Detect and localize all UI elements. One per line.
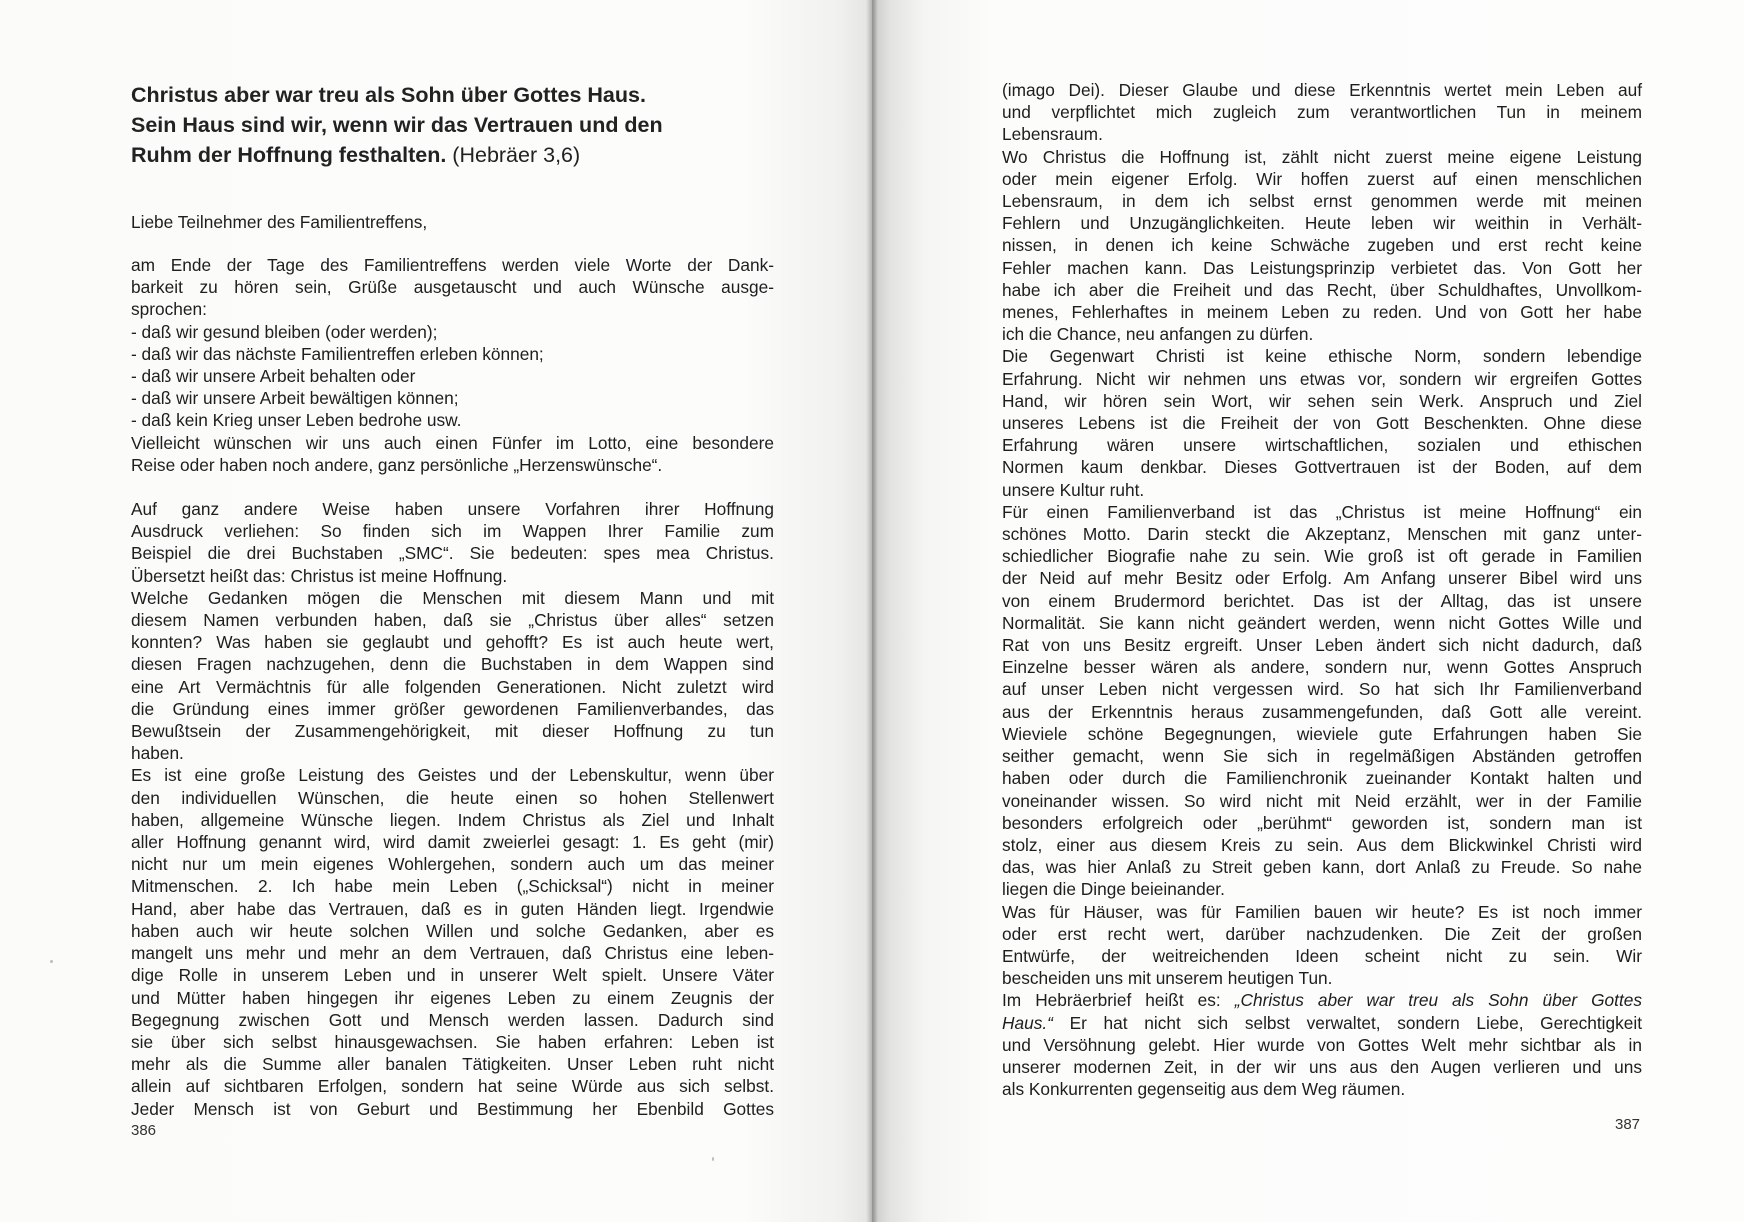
paragraph-ancestors: [131, 498, 774, 1120]
text-line: diesem Namen verbunden haben, daß sie „Christus über alles“ setzen: [131, 610, 774, 631]
list-item: - daß wir das nächste Familientreffen erleben können;: [131, 343, 544, 364]
text-line: oder mein eigener Erfolg. Wir hoffen zuerst auf einen menschlichen: [1002, 168, 1642, 189]
text-line: Normalität. Sie kann nicht geändert werden, wenn nicht Gottes Wille und: [1002, 612, 1642, 633]
text-line: mangelt uns mehr und mehr an dem Vertrauen, daß Christus eine leben-: [131, 943, 774, 964]
heading-line: Ruhm der Hoffnung festhalten.: [131, 143, 447, 167]
text-line: Wo Christus die Hoffnung ist, zählt nicht zuerst meine eigene Leistung: [1002, 146, 1642, 167]
text-line: Fehlern und Unzugänglichkeiten. Heute leben wir weithin in Verhält-: [1002, 213, 1642, 234]
quote-line: [1002, 1012, 1642, 1034]
page-number-left: 386: [131, 1122, 157, 1139]
text-line: und Versöhnung gelebt. Hier wurde von Gottes Welt mehr sichtbar als in: [1002, 1034, 1642, 1055]
text-line: haben.: [131, 743, 184, 764]
text-line: die Gründung eines immer größer gewordenen Familienverbandes, das: [131, 698, 774, 719]
text-line: am Ende der Tage des Familientreffens werden viele Worte der Dank-: [131, 255, 774, 275]
text-line: sie über sich selbst hinausgewachsen. Sie haben erfahren: Leben ist: [131, 1031, 774, 1052]
verse-reference: (Hebräer 3,6): [446, 143, 581, 167]
text-line: und verpflichtet mich zugleich zum verantwortlichen Tun in meinem: [1002, 102, 1642, 123]
list-item: - daß wir unsere Arbeit behalten oder: [131, 366, 416, 387]
text-line: Lebensraum, in dem ich selbst ernst genommen werde mit meinen: [1002, 191, 1642, 212]
text-line: ich die Chance, neu anfangen zu dürfen.: [1002, 324, 1314, 345]
text-line: bescheiden uns mit unserem heutigen Tun.: [1002, 968, 1333, 989]
text-line: dige Rolle in unserem Leben und in unserer Welt spielt. Unsere Väter: [131, 965, 774, 986]
text-line: mehr als die Summe aller banalen Tätigkeiten. Unser Leben ruht nicht: [131, 1054, 774, 1075]
quote-after: Er hat nicht sich selbst verwaltet, sondern Liebe, Gerechtigkeit: [1052, 1012, 1642, 1033]
text-line: aus der Erkenntnis heraus zusammengefunden, daß Gott alle vereint.: [1002, 701, 1642, 722]
text-line: Was für Häuser, was für Familien bauen wir heute? Es ist noch immer: [1002, 901, 1642, 922]
text-line: allein auf sichtbaren Erfolgen, sondern hat seine Würde aus sich selbst.: [131, 1076, 774, 1097]
text-line: liegen die Dinge beieinander.: [1002, 879, 1225, 900]
text-line: sprochen:: [131, 299, 207, 320]
text-line: Erfahrung wären unsere wirtschaftlichen, sozialen und ethischen: [1002, 435, 1642, 456]
text-line: unserer modernen Zeit, in der wir uns aus den Augen verlieren und uns: [1002, 1056, 1642, 1077]
text-line: aller Hoffnung genannt wird, wird damit zweierlei gesagt: 1. Es geht (mir): [131, 832, 774, 853]
page-number-right: 387: [1615, 1116, 1641, 1133]
text-line: haben auch wir heute solchen Willen und solche Gedanken, aber es: [131, 920, 774, 941]
list-item: - daß kein Krieg unser Leben bedrohe usw.: [131, 410, 462, 431]
text-line: das, was hier Anlaß zu Streit geben kann, dort Anlaß zu Freude. So nahe: [1002, 857, 1642, 878]
italic-quote: Haus.“: [1002, 1012, 1053, 1033]
right-body-text: [1002, 79, 1642, 1100]
quote-intro: Im Hebräerbrief heißt es:: [1002, 990, 1235, 1011]
text-line: der Neid auf mehr Besitz oder Erfolg. Am Anfang unserer Bibel wird uns: [1002, 568, 1642, 589]
text-line: konnten? Was haben sie geglaubt und gehofft? Es ist auch heute wert,: [131, 632, 774, 653]
paper-speck: [712, 1157, 714, 1161]
text-line: stolz, einer aus diesem Kreis zu sein. Aus dem Blickwinkel Christi wird: [1002, 834, 1642, 855]
text-line: Es ist eine große Leistung des Geistes und der Lebenskultur, wenn über: [131, 765, 774, 786]
text-line: barkeit zu hören sein, Grüße ausgetauscht und auch Wünsche ausge-: [131, 277, 774, 298]
text-line: Übersetzt heißt das: Christus ist meine Hoffnung.: [131, 565, 508, 586]
text-line: als Konkurrenten gegenseitig aus dem Weg räumen.: [1002, 1079, 1406, 1100]
text-line: schiedlicher Biografie nahe zu sein. Wie groß ist oft gerade in Familien: [1002, 546, 1642, 567]
left-page-content: [131, 80, 774, 1120]
text-line: oder erst recht wert, darüber nachzudenken. Die Zeit der großen: [1002, 923, 1642, 944]
text-line: auf unser Leben nicht vergessen wird. So hat sich Ihr Familienverband: [1002, 679, 1642, 700]
text-line: Begegnung zwischen Gott und Mensch werden lassen. Dadurch sind: [131, 1009, 774, 1030]
list-item: - daß wir gesund bleiben (oder werden);: [131, 321, 438, 342]
text-line: Fehler machen kann. Das Leistungsprinzip verbietet das. Von Gott her: [1002, 257, 1642, 278]
paper-speck: [50, 960, 53, 963]
text-line: Die Gegenwart Christi ist keine ethische Norm, sondern lebendige: [1002, 346, 1642, 367]
text-line: Reise oder haben noch andere, ganz persönliche „Herzenswünsche“.: [131, 454, 663, 475]
right-page-content: [1002, 79, 1642, 1100]
bible-verse-heading: [131, 80, 774, 170]
text-line: menes, Fehlerhaftes in meinem Leben zu reden. Und von Gott her habe: [1002, 302, 1642, 323]
left-body-text: [131, 254, 774, 1120]
text-line: nissen, in denen ich keine Schwäche zugeben und erst recht keine: [1002, 235, 1642, 256]
text-line: Einzelne besser wären als andere, sondern nur, wenn Gottes Anspruch: [1002, 657, 1642, 678]
text-line: Hand, wir hören sein Wort, wir sehen sein Werk. Anspruch und Ziel: [1002, 390, 1642, 411]
text-line: Vielleicht wünschen wir uns auch einen Fünfer im Lotto, eine besondere: [131, 432, 774, 453]
text-line: von einem Brudermord berichtet. Das ist der Alltag, das ist unsere: [1002, 590, 1642, 611]
text-line: Entwürfe, der weitreichenden Ideen scheint nicht zu sein. Wir: [1002, 945, 1642, 966]
text-line: Jeder Mensch ist von Geburt und Bestimmung her Ebenbild Gottes: [131, 1098, 774, 1119]
text-line: Für einen Familienverband ist das „Christus ist meine Hoffnung“ ein: [1002, 501, 1642, 522]
list-item: - daß wir unsere Arbeit bewältigen können;: [131, 388, 459, 409]
text-line: voneinander wissen. So wird nicht mit Neid erzählt, wer in der Familie: [1002, 790, 1642, 811]
text-line: Ausdruck verliehen: So finden sich im Wappen Ihrer Familie zum: [131, 521, 774, 542]
salutation: Liebe Teilnehmer des Familientreffens,: [131, 212, 428, 232]
text-line: besonders erfolgreich oder „berühmt“ geworden ist, sondern man ist: [1002, 812, 1642, 833]
text-line: eine Art Vermächtnis für alle folgenden Generationen. Nicht zuletzt wird: [131, 676, 774, 697]
heading-line: Sein Haus sind wir, wenn wir das Vertrauen und den: [131, 113, 663, 137]
text-line: haben, allgemeine Wünsche liegen. Indem Christus als Ziel und Inhalt: [131, 809, 774, 830]
text-line: Auf ganz andere Weise haben unsere Vorfahren ihrer Hoffnung: [131, 499, 774, 520]
heading-line: Christus aber war treu als Sohn über Gottes Haus.: [131, 83, 646, 107]
paragraph-wishes: [131, 254, 774, 476]
text-line: schönes Motto. Darin steckt die Akzeptanz, Menschen mit ganz unter-: [1002, 524, 1642, 545]
text-line: Welche Gedanken mögen die Menschen mit diesem Mann und mit: [131, 587, 774, 608]
text-line: Bewußtsein der Zusammengehörigkeit, mit dieser Hoffnung zu tun: [131, 721, 774, 742]
quote-line: [1002, 989, 1642, 1011]
text-line: Hand, aber habe das Vertrauen, daß es in guten Händen liegt. Irgendwie: [131, 898, 774, 919]
text-line: (imago Dei). Dieser Glaube und diese Erkenntnis wertet mein Leben auf: [1002, 80, 1642, 100]
text-line: Beispiel die drei Buchstaben „SMC“. Sie bedeuten: spes mea Christus.: [131, 543, 774, 564]
text-line: unsere Kultur ruht.: [1002, 479, 1145, 500]
text-line: Erfahrung. Nicht wir nehmen uns etwas vor, sondern wir ergreifen Gottes: [1002, 368, 1642, 389]
text-line: diesen Fragen nachzugehen, denn die Buchstaben in dem Wappen sind: [131, 654, 774, 675]
text-line: Wieviele schöne Begegnungen, wieviele gute Erfahrungen haben Sie: [1002, 723, 1642, 744]
text-line: Lebensraum.: [1002, 124, 1103, 145]
text-line: Rat von uns Besitz ergreift. Unser Leben ändert sich nicht dadurch, daß: [1002, 635, 1642, 656]
text-line: Mitmenschen. 2. Ich habe mein Leben („Schicksal“) nicht in meiner: [131, 876, 774, 897]
text-line: Normen kaum denkbar. Dieses Gottvertrauen ist der Boden, auf dem: [1002, 457, 1642, 478]
text-line: und Mütter haben hingegen ihr eigenes Leben zu einem Zeugnis der: [131, 987, 774, 1008]
italic-quote: „Christus aber war treu als Sohn über Gottes: [1234, 990, 1642, 1011]
right-page: [872, 0, 1744, 1222]
text-line: habe ich aber die Freiheit und das Recht, über Schuldhaftes, Unvollkom-: [1002, 279, 1642, 300]
text-line: seither gemacht, wenn Sie sich in regelmäßigen Abständen getroffen: [1002, 746, 1642, 767]
text-line: haben oder durch die Familienchronik zueinander Kontakt halten und: [1002, 768, 1642, 789]
book-gutter: [866, 0, 878, 1222]
text-line: nicht nur um mein eigenes Wohlergehen, sondern auch um das meiner: [131, 854, 774, 875]
text-line: unseres Lebens ist die Freiheit der von Gott Beschenkten. Ohne diese: [1002, 413, 1642, 434]
text-line: den individuellen Wünschen, die heute einen so hohen Stellenwert: [131, 787, 774, 808]
